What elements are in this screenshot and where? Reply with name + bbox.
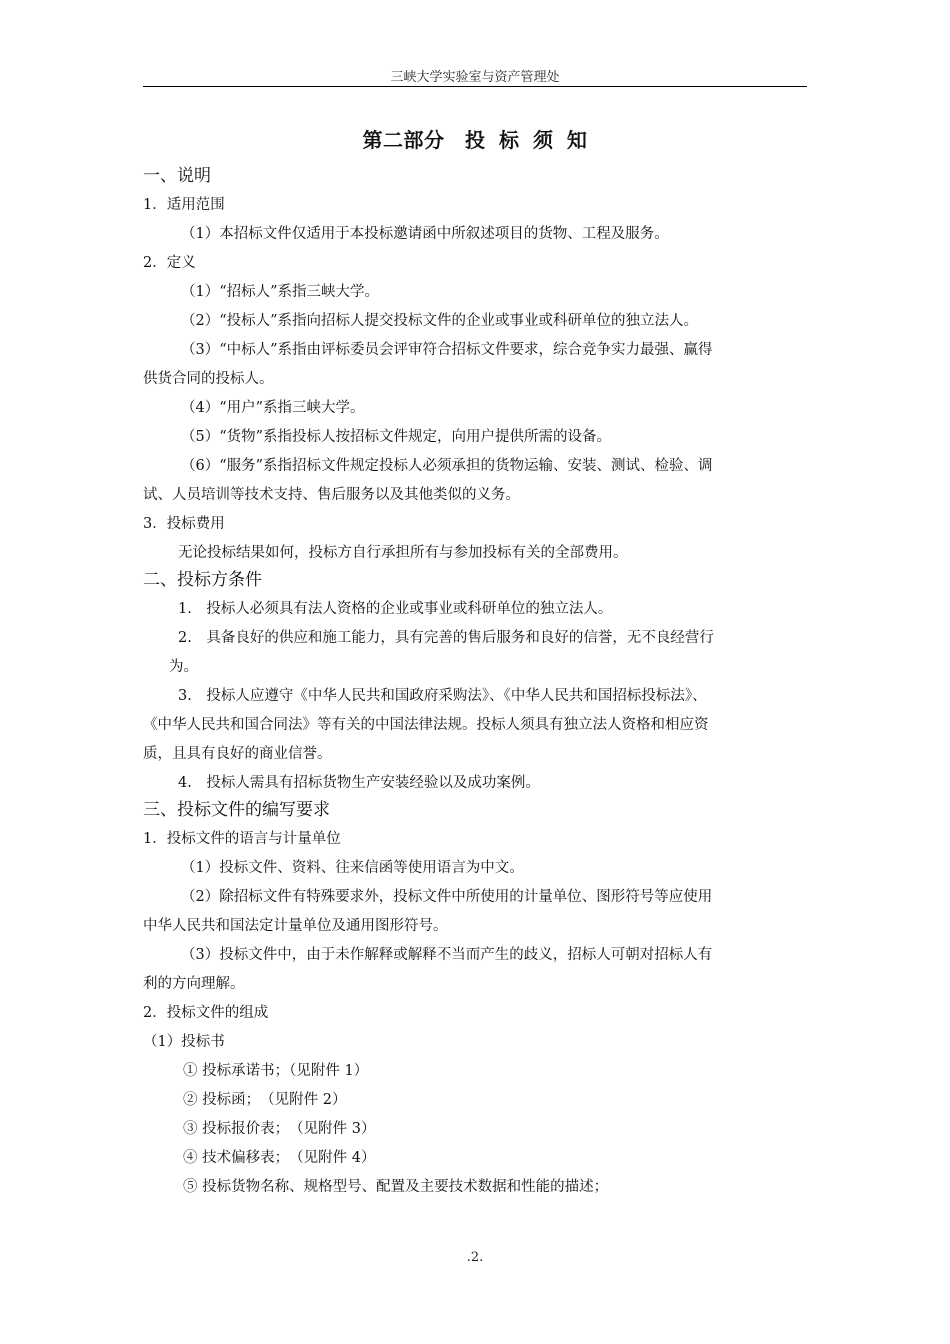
paragraph: （3）“中标人”系指由评标委员会评审符合招标文件要求，综合竞争实力最强、赢得: [181, 342, 713, 358]
paragraph-continued: 中华人民共和国法定计量单位及通用图形符号。: [143, 918, 448, 934]
condition-item: 2. 具备良好的供应和施工能力，具有完善的售后服务和良好的信誉，无不良经营行: [178, 630, 714, 646]
paragraph: （1）本招标文件仅适用于本投标邀请函中所叙述项目的货物、工程及服务。: [181, 226, 669, 242]
paragraph: （2）除招标文件有特殊要求外，投标文件中所使用的计量单位、图形符号等应使用: [181, 889, 713, 905]
section-heading-1: 一、说明: [143, 166, 211, 186]
running-header: 三峡大学实验室与资产管理处: [390, 70, 560, 85]
list-item: ② 投标函； （见附件 2）: [183, 1092, 347, 1108]
list-item: ③ 投标报价表； （见附件 3）: [183, 1121, 376, 1137]
header-rule: [143, 86, 807, 87]
condition-item: 3. 投标人应遵守《中华人民共和国政府采购法》、《中华人民共和国招标投标法》、: [178, 688, 707, 704]
condition-item: 4. 投标人需具有招标货物生产安装经验以及成功案例。: [178, 775, 540, 791]
paragraph: 无论投标结果如何，投标方自行承担所有与参加投标有关的全部费用。: [178, 545, 628, 561]
condition-item-continued: 为。: [169, 659, 198, 675]
paragraph: （1）投标文件、资料、往来信函等使用语言为中文。: [181, 860, 524, 876]
list-item: ④ 技术偏移表； （见附件 4）: [183, 1150, 376, 1166]
subheading-fees: 3．投标费用: [143, 516, 225, 532]
subheading-definitions: 2．定义: [143, 255, 196, 271]
section-heading-3: 三、投标文件的编写要求: [143, 800, 330, 820]
paragraph: （4）“用户”系指三峡大学。: [181, 400, 365, 416]
paragraph: （2）“投标人”系指向招标人提交投标文件的企业或事业或科研单位的独立法人。: [181, 313, 699, 329]
paragraph: （3）投标文件中，由于未作解释或解释不当而产生的歧义，招标人可朝对招标人有: [181, 947, 713, 963]
paragraph: （6）“服务”系指招标文件规定投标人必须承担的货物运输、安装、测试、检验、调: [181, 458, 713, 474]
list-item: ① 投标承诺书；（见附件 1）: [183, 1063, 369, 1079]
condition-item-continued: 质，且具有良好的商业信誉。: [143, 746, 332, 762]
paragraph-continued: 利的方向理解。: [143, 976, 245, 992]
condition-item: 1. 投标人必须具有法人资格的企业或事业或科研单位的独立法人。: [178, 601, 613, 617]
paragraph-continued: 试、人员培训等技术支持、售后服务以及其他类似的义务。: [143, 487, 520, 503]
condition-item-continued: 《中华人民共和国合同法》等有关的中国法律法规。投标人须具有独立法人资格和相应资: [143, 717, 709, 733]
section-heading-2: 二、投标方条件: [143, 570, 262, 590]
subheading-scope: 1．适用范围: [143, 197, 225, 213]
subheading-bid-book: （1）投标书: [143, 1034, 225, 1050]
paragraph: （1）“招标人”系指三峡大学。: [181, 284, 380, 300]
paragraph: （5）“货物”系指投标人按招标文件规定，向用户提供所需的设备。: [181, 429, 612, 445]
page-title: 第二部分 投 标 须 知: [362, 128, 588, 152]
subheading-composition: 2．投标文件的组成: [143, 1005, 269, 1021]
page-number: .2.: [466, 1250, 484, 1265]
subheading-language: 1．投标文件的语言与计量单位: [143, 831, 341, 847]
document-body: [143, 124, 807, 1202]
list-item: ⑤ 投标货物名称、规格型号、配置及主要技术数据和性能的描述；: [183, 1179, 609, 1195]
paragraph-continued: 供货合同的投标人。: [143, 371, 274, 387]
